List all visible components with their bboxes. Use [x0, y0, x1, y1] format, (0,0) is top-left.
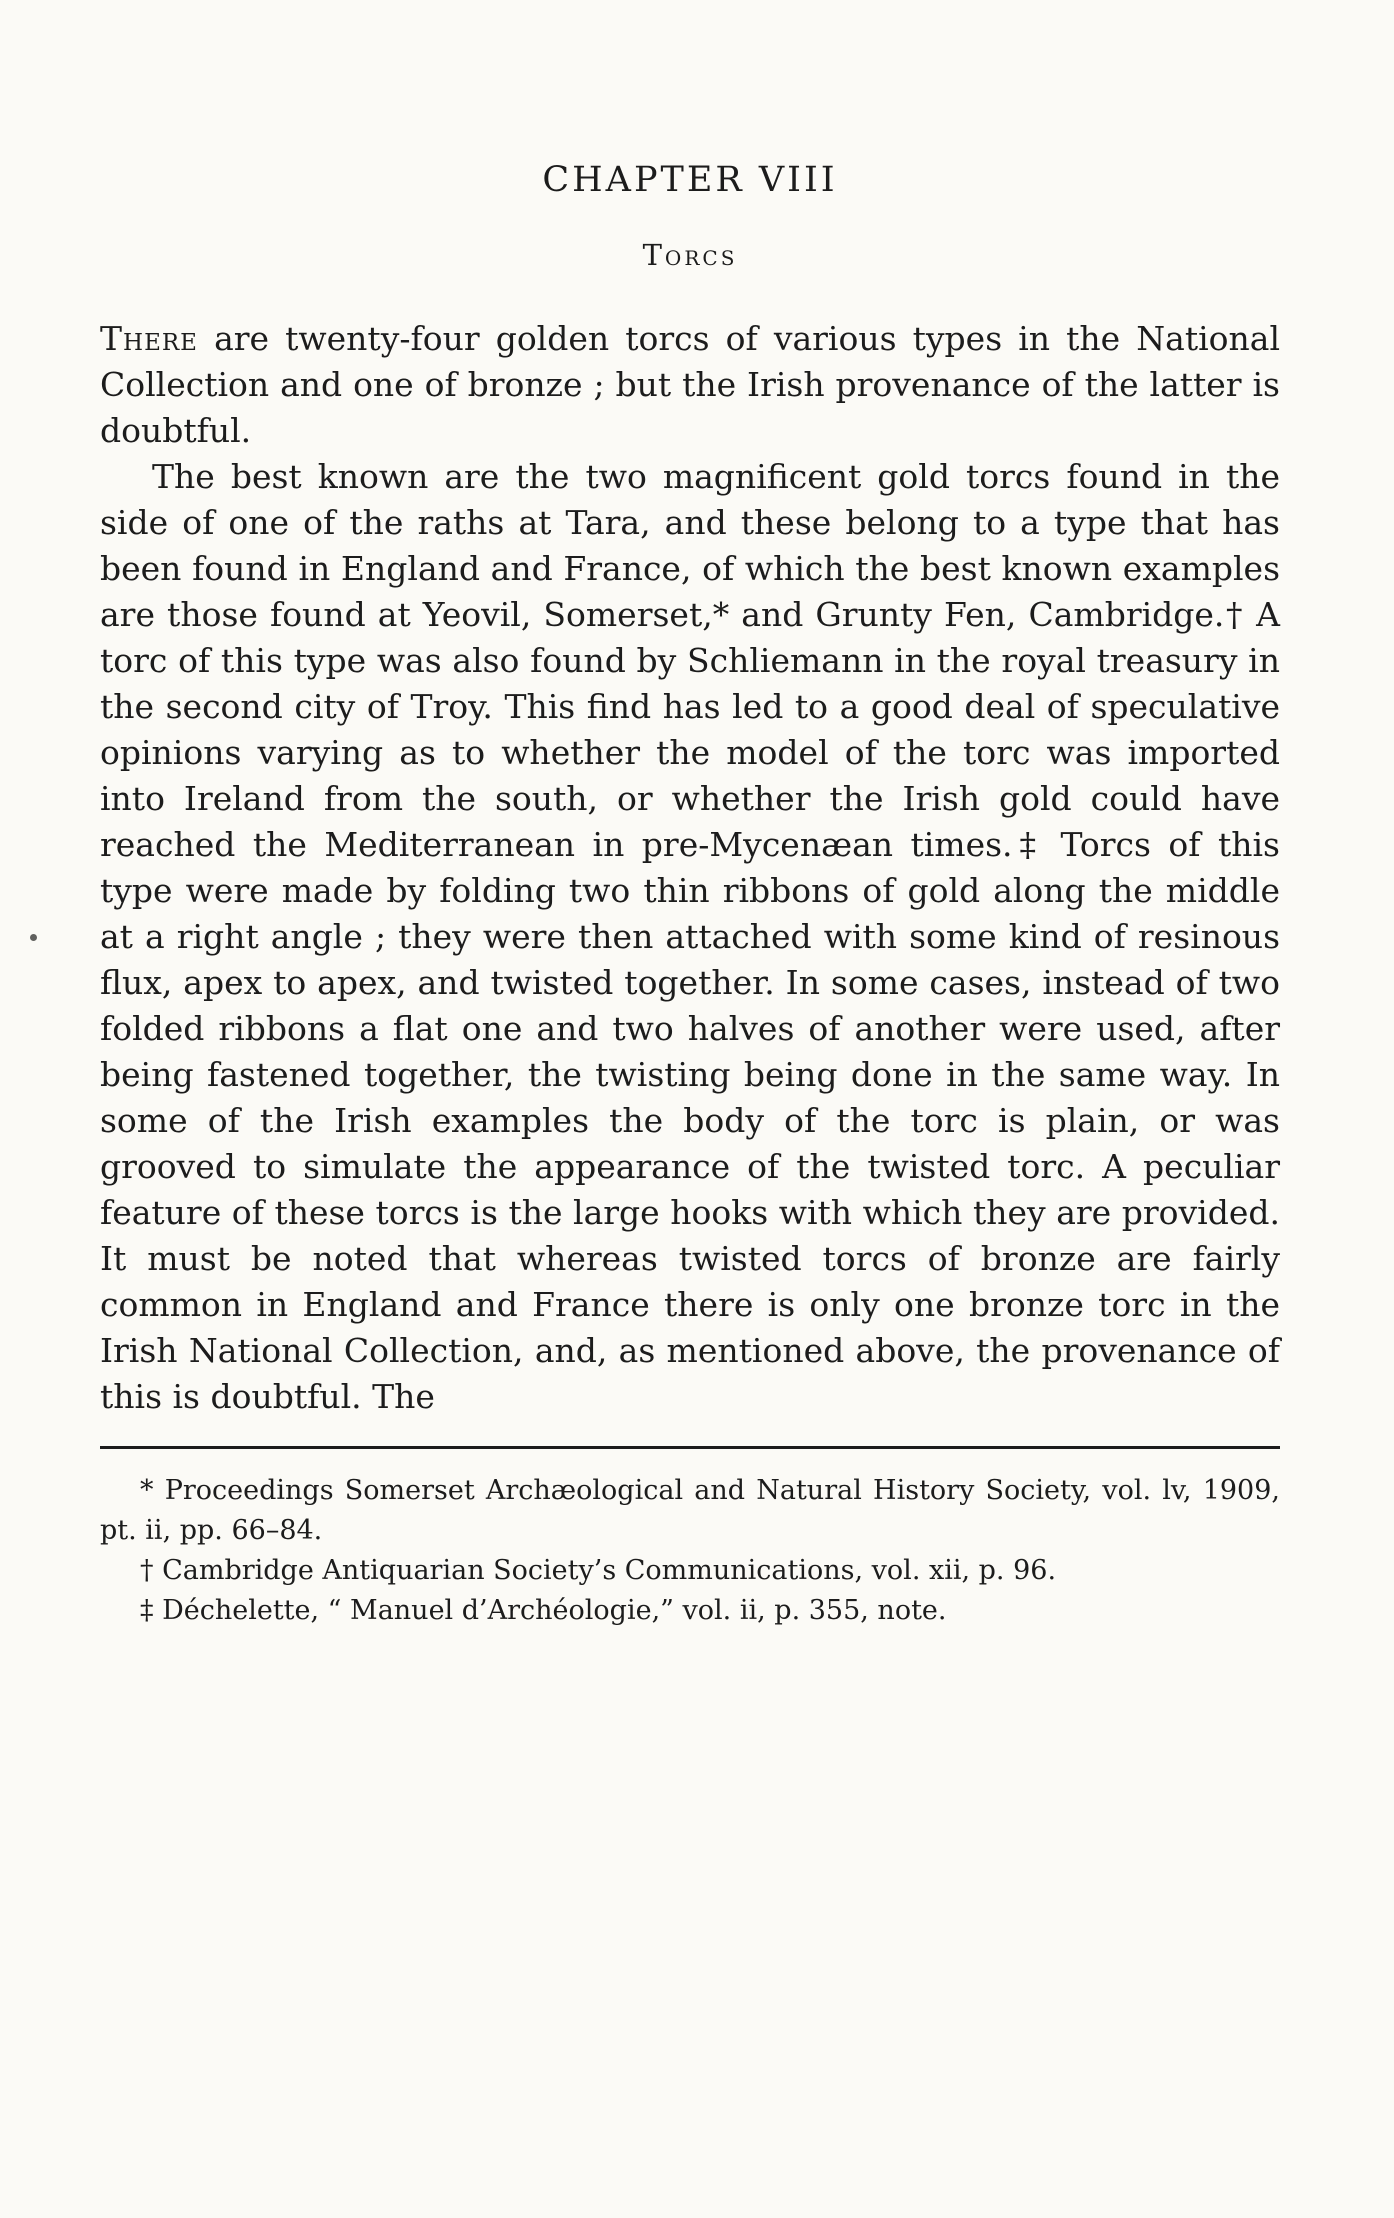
- footnote-3: [100, 1591, 1280, 1631]
- page-content: [100, 160, 1280, 1631]
- footnote-divider: [100, 1446, 1280, 1449]
- footnote-1: [100, 1471, 1280, 1551]
- paragraph-1: [100, 316, 1280, 454]
- footnote-2-text: Cambridge Antiquarian Society’s Communications, vol. xii, p. 96.: [162, 1555, 1057, 1586]
- footnotes: [100, 1471, 1280, 1631]
- paragraph-2: [100, 454, 1280, 1420]
- footnote-1-text: Proceedings Somerset Archæological and Natural History Society, vol. lv, 1909, pt. ii, pp. 66–84.: [100, 1475, 1280, 1546]
- section-heading: Torcs: [642, 238, 738, 272]
- footnote-1-symbol: *: [140, 1475, 154, 1506]
- footnote-3-symbol: ‡: [140, 1595, 154, 1626]
- footnote-2-symbol: †: [140, 1555, 154, 1586]
- chapter-heading: CHAPTER VIII: [542, 160, 838, 200]
- footnote-2: [100, 1551, 1280, 1591]
- scan-speck: [30, 934, 37, 941]
- footnote-3-text: Déchelette, “ Manuel d’Archéologie,” vol. ii, p. 355, note.: [162, 1595, 947, 1626]
- body-text: [100, 316, 1280, 1420]
- paragraph-1-text: are twenty-four golden torcs of various types in the National Collection and one of bronze ; but the Irish provenance of the latter is doubtful.: [100, 319, 1280, 450]
- paragraph-2-text: The best known are the two magnificent gold torcs found in the side of one of the raths at Tara, and these belong to a type that has been found in England and France, of which the best known examples are those found at Yeovil, Somerset,* and Grunty Fen, Cambridge.† A torc of this type was also found by Schliemann in the royal treasury in the second city of Troy. This find has led to a good deal of speculative opinions varying as to whether the model of the torc was imported into Ireland from the south, or whether the Irish gold could have reached the Mediterranean in pre-Mycenæan times.‡ Torcs of this type were made by folding two thin ribbons of gold along the middle at a right angle ; they were then attached with some kind of resinous flux, apex to apex, and twisted together. In some cases, instead of two folded ribbons a flat one and two halves of another were used, after being fastened together, the twisting being done in the same way. In some of the Irish examples the body of the torc is plain, or was grooved to simulate the appearance of the twisted torc. A peculiar feature of these torcs is the large hooks with which they are provided. It must be noted that whereas twisted torcs of bronze are fairly common in England and France there is only one bronze torc in the Irish National Collection, and, as mentioned above, the provenance of this is doubtful. The: [100, 457, 1280, 1416]
- paragraph-1-lead: There: [100, 319, 198, 358]
